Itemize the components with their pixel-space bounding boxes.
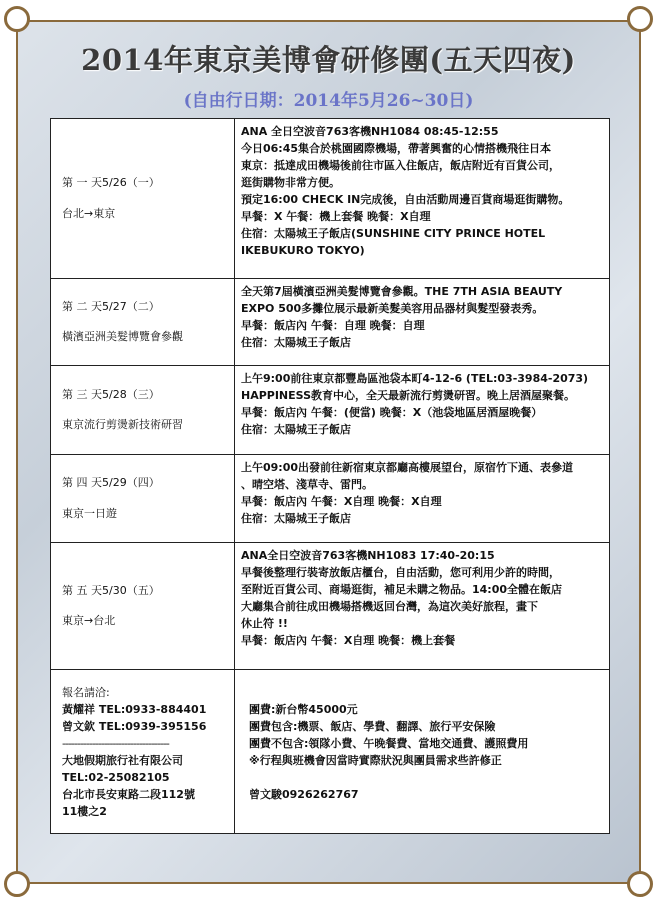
contact-line: TEL:02-25082105	[62, 770, 170, 784]
divider-line: ------------------------------------	[62, 736, 169, 750]
detail-line: EXPO 500多攤位展示最新美髮美容用品器材與髮型發表秀。	[241, 302, 544, 315]
day-route: 東京→台北	[62, 614, 116, 627]
detail-line: ANA 全日空波音763客機NH1084 08:45-12:55	[241, 125, 499, 138]
detail-line: 上午09:00出發前往新宿東京都廳高樓展望台，原宿竹下通、表參道	[241, 461, 574, 474]
day-row	[51, 119, 610, 279]
corner-ornament	[4, 6, 30, 32]
day-cell	[51, 366, 235, 455]
contact-line: 11樓之2	[62, 804, 107, 818]
detail-line: 早餐：飯店內 午餐：(便當) 晚餐：X（池袋地區居酒屋晚餐）	[241, 406, 543, 419]
detail-line: 住宿：太陽城王子飯店	[241, 336, 351, 349]
day-row	[51, 455, 610, 543]
fee-line: 曾文駿0926262767	[249, 787, 359, 801]
day-details	[235, 119, 610, 279]
detail-line: IKEBUKURO TOKYO)	[241, 244, 365, 257]
day-route: 東京流行剪燙新技術研習	[62, 418, 183, 431]
fee-line	[249, 769, 603, 786]
day-cell	[51, 543, 235, 670]
day-cell	[51, 455, 235, 543]
contact-line: 曾文欽 TEL:0939-395156	[62, 719, 207, 733]
contact-row	[51, 670, 610, 834]
day-row	[51, 366, 610, 455]
fees-cell	[235, 670, 610, 834]
detail-line: 至附近百貨公司、商場逛街，補足未購之物品。14:00全體在飯店	[241, 583, 563, 596]
fee-line: 團費不包含:領隊小費、午晚餐費、當地交通費、護照費用	[249, 736, 529, 750]
day-details	[235, 455, 610, 543]
detail-line: HAPPINESS教育中心，全天最新流行剪燙研習。晚上居酒屋聚餐。	[241, 389, 576, 402]
detail-line: 、晴空塔、淺草寺、雷門。	[241, 478, 373, 491]
day-label: 第 四 天5/29（四）	[62, 476, 160, 489]
contact-line: 大地假期旅行社有限公司	[62, 753, 183, 767]
detail-line: 上午9:00前往東京都豐島區池袋本町4-12-6 (TEL:03-3984-2073)	[241, 372, 589, 385]
detail-line: 今日06:45集合於桃園國際機場，帶著興奮的心情搭機飛往日本	[241, 142, 552, 155]
contact-cell	[51, 670, 235, 834]
detail-line: ANA全日空波音763客機NH1083 17:40-20:15	[241, 549, 495, 562]
day-label: 第 二 天5/27（二）	[62, 299, 160, 313]
fee-line: 團費:新台幣45000元	[249, 702, 358, 716]
day-cell	[51, 279, 235, 366]
detail-line: 早餐：飯店內 午餐：自理 晚餐：自理	[241, 319, 425, 332]
day-details	[235, 543, 610, 670]
day-label: 第 五 天5/30（五）	[62, 583, 160, 597]
detail-line: 大廳集合前往成田機場搭機返回台灣，為這次美好旅程，畫下	[241, 600, 538, 613]
detail-line: 住宿：太陽城王子飯店(SUNSHINE CITY PRINCE HOTEL	[241, 227, 546, 240]
detail-line: 預定16:00 CHECK IN完成後，自由活動周邊百貨商場逛街購物。	[241, 193, 570, 206]
contact-line: 報名請洽:	[62, 685, 110, 699]
detail-line: 早餐：飯店內 午餐：X自理 晚餐：機上套餐	[241, 634, 456, 647]
fee-line: ※行程與班機會因當時實際狀況與團員需求些許修正	[249, 753, 502, 767]
contact-line: 台北市長安東路二段112號	[62, 787, 195, 801]
detail-line: 全天第7屆橫濱亞洲美髮博覽會參觀。THE 7TH ASIA BEAUTY	[241, 285, 563, 298]
corner-ornament	[627, 871, 653, 897]
detail-line: 住宿：太陽城王子飯店	[241, 512, 351, 525]
day-label: 第 一 天5/26（一）	[62, 176, 160, 189]
detail-line: 休止符 !!	[241, 617, 288, 630]
contact-line: 黃耀祥 TEL:0933-884401	[62, 702, 207, 716]
detail-line: 早餐：飯店內 午餐：X自理 晚餐：X自理	[241, 495, 442, 508]
itinerary-table	[50, 118, 610, 834]
day-row	[51, 279, 610, 366]
day-details	[235, 279, 610, 366]
page-subtitle: (自由行日期：2014年5月26~30日)	[183, 91, 474, 111]
day-route: 橫濱亞洲美髮博覽會參觀	[62, 330, 183, 343]
detail-line: 早餐：X 午餐：機上套餐 晚餐：X自理	[241, 210, 431, 223]
day-details	[235, 366, 610, 455]
detail-line: 東京：抵達成田機場後前往市區入住飯店，飯店附近有百貨公司，	[241, 159, 560, 172]
detail-line: 逛街購物非常方便。	[241, 176, 340, 189]
fee-line: 團費包含:機票、飯店、學費、翻譯、旅行平安保險	[249, 719, 496, 733]
day-route: 台北→東京	[62, 206, 116, 220]
day-cell	[51, 119, 235, 279]
day-route: 東京一日遊	[62, 506, 117, 520]
detail-line: 早餐後整理行裝寄放飯店櫃台，自由活動，您可利用少許的時間，	[241, 566, 560, 579]
day-row	[51, 543, 610, 670]
day-label: 第 三 天5/28（三）	[62, 387, 160, 401]
corner-ornament	[4, 871, 30, 897]
page-title: 2014年東京美博會研修團(五天四夜)	[81, 43, 576, 77]
detail-line: 住宿：太陽城王子飯店	[241, 423, 351, 436]
corner-ornament	[627, 6, 653, 32]
